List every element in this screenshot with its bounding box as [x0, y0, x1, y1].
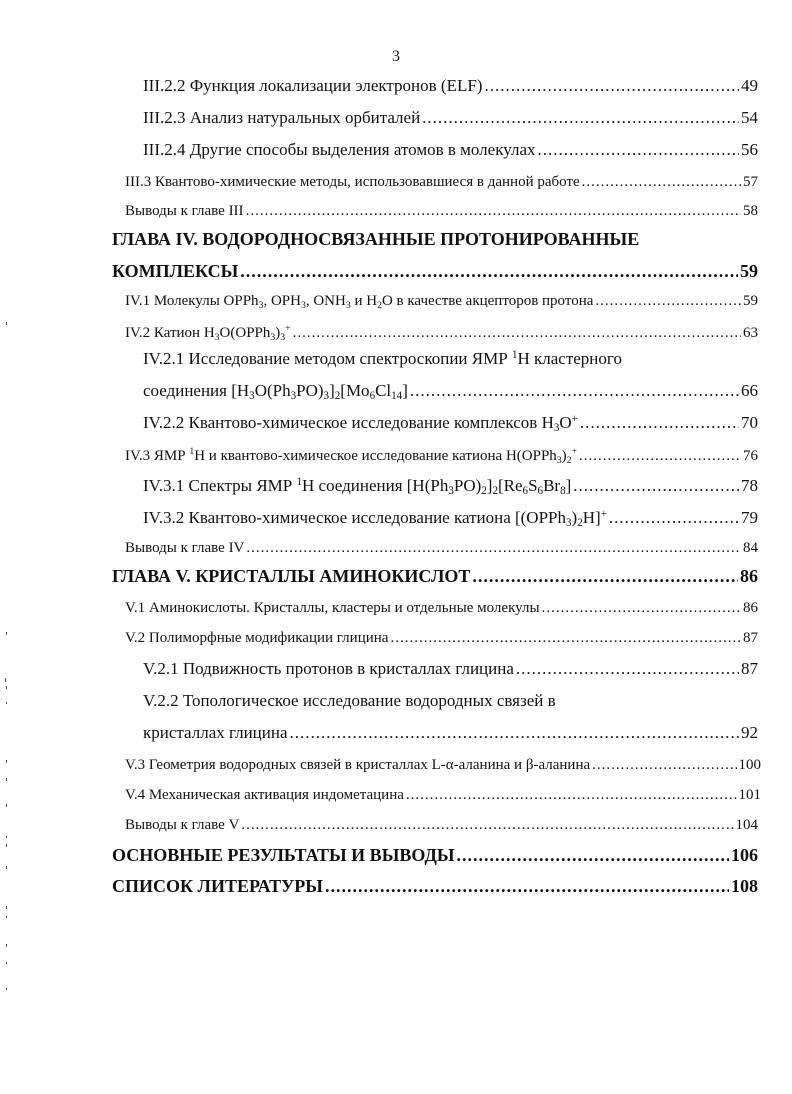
toc-entry-3-3[interactable] — [125, 174, 758, 191]
page-number: 3 — [392, 48, 400, 65]
toc-entry-4-3-2[interactable] — [143, 508, 758, 529]
toc-entry-4-2-1[interactable] — [143, 381, 758, 402]
toc-entry-page: 49 — [741, 76, 758, 95]
toc-entry-references[interactable] — [112, 876, 758, 897]
toc-entry-page: 57 — [743, 174, 758, 190]
toc-entry-title: IV.3.2 Квантово-химическое исследование катиона $[(OPPh_3)_2H]^+$ — [143, 508, 607, 529]
toc-entry-page: 58 — [743, 203, 758, 219]
toc-entry-5-3[interactable] — [125, 757, 761, 774]
toc-entry-title: СПИСОК ЛИТЕРАТУРЫ — [112, 876, 323, 896]
toc-entry-5-1[interactable] — [125, 600, 758, 617]
toc-entry-title: Выводы к главе IV — [125, 540, 245, 556]
toc-entry-3-2-4[interactable] — [143, 140, 758, 160]
toc-entry-page: 70 — [741, 413, 758, 432]
toc-entry-title: IV.1 Молекулы OPPh$_3$, $OPH_3$, $ONH_3$ и $H_2O$ в качестве акцепторов протона — [125, 293, 594, 311]
toc-entry-page: 63 — [743, 325, 758, 341]
toc-entry-3-2-2[interactable] — [143, 76, 758, 96]
toc-entry-title: V.1 Аминокислоты. Кристаллы, кластеры и отдельные молекулы — [125, 600, 540, 616]
toc-entry-page: 56 — [741, 140, 758, 159]
toc-entry-page: 87 — [741, 659, 758, 678]
toc-entry-4-3-1[interactable] — [143, 476, 758, 497]
toc-entry-5-2-2-line1[interactable]: V.2.2 Топологическое исследование водородных связей в — [143, 691, 556, 710]
toc-entry-conclusions-3[interactable] — [125, 203, 758, 220]
toc-entry-page: 92 — [741, 723, 758, 742]
toc-entry-chapter-5[interactable] — [112, 566, 758, 587]
toc-entry-title: ОСНОВНЫЕ РЕЗУЛЬТАТЫ И ВЫВОДЫ — [112, 845, 455, 865]
toc-entry-4-2[interactable] — [125, 323, 758, 343]
toc-entry-title: III.2.2 Функция локализации электронов (ELF) — [143, 76, 483, 95]
toc-entry-4-1[interactable] — [125, 293, 758, 311]
toc-entry-title: III.2.3 Анализ натуральных орбиталей — [143, 108, 421, 127]
toc-entry-page: 106 — [731, 845, 758, 865]
toc-entry-page: 104 — [735, 817, 758, 833]
toc-entry-page: 59 — [740, 261, 758, 281]
toc-entry-5-2-1[interactable] — [143, 659, 758, 679]
toc-entry-page: 76 — [743, 448, 758, 464]
toc-entry-page: 100 — [738, 757, 761, 773]
toc-entry-results[interactable] — [112, 845, 758, 866]
toc-entry-title: ГЛАВА V. КРИСТАЛЛЫ АМИНОКИСЛОТ — [112, 566, 471, 586]
toc-entry-page: 78 — [741, 476, 758, 495]
toc-entry-page: 101 — [738, 787, 761, 803]
toc-entry-title: IV.3 ЯМР $^1$H и квантово-химическое исследование катиона $H(OPPh_3)_2^+$ — [125, 446, 578, 466]
toc-entry-page: 59 — [743, 293, 758, 309]
toc-entry-title: V.4 Механическая активация индометацина — [125, 787, 404, 803]
toc-entry-page: 84 — [743, 540, 758, 556]
toc-entry-4-2-1-line1[interactable]: IV.2.1 Исследование методом спектроскопии ЯМР $^1$H кластерного — [143, 349, 622, 368]
toc-entry-page: 86 — [743, 600, 758, 616]
toc-entry-title: IV.2 Катион $H_3O(OPPh_3)_3^+$ — [125, 323, 291, 343]
toc-entry-conclusions-4[interactable] — [125, 540, 758, 557]
toc-entry-5-2[interactable] — [125, 630, 758, 647]
toc-entry-title: Выводы к главе V — [125, 817, 240, 833]
toc-entry-title: V.3 Геометрия водородных связей в кристаллах L-α-аланина и β-аланина — [125, 757, 591, 773]
toc-entry-3-2-3[interactable] — [143, 108, 758, 128]
toc-entry-title: КОМПЛЕКСЫ — [112, 261, 239, 281]
toc-entry-chapter-4[interactable] — [112, 261, 758, 282]
toc-entry-title: V.2.1 Подвижность протонов в кристаллах глицина — [143, 659, 514, 678]
toc-entry-title: III.2.4 Другие способы выделения атомов в молекулах — [143, 140, 536, 159]
toc-entry-page: 79 — [741, 508, 758, 527]
toc-entry-title: IV.3.1 Спектры ЯМР $^1$H соединения $[H(Ph_3PO)_2]_2[Re_6S_6Br_8]$ — [143, 476, 572, 497]
toc-entry-title: кристаллах глицина — [143, 723, 288, 742]
toc-entry-5-4[interactable] — [125, 787, 761, 804]
toc-entry-5-2-2[interactable] — [143, 723, 758, 743]
toc-entry-conclusions-5[interactable] — [125, 817, 758, 834]
scan-specks — [0, 0, 14, 1094]
toc-entry-title: Выводы к главе III — [125, 203, 244, 219]
toc-entry-title: IV.2.2 Квантово-химическое исследование комплексов $H_3O^+$ — [143, 413, 578, 434]
toc-entry-title: III.3 Квантово-химические методы, использовавшиеся в данной работе — [125, 174, 580, 190]
toc-entry-4-2-2[interactable] — [143, 413, 758, 434]
toc-entry-title: соединения $[H_3O(Ph_3PO)_3]_2[Mo_6Cl_{14}]$ — [143, 381, 408, 402]
toc-entry-page: 86 — [740, 566, 758, 586]
toc-entry-title: V.2 Полиморфные модификации глицина — [125, 630, 389, 646]
chapter-4-title-line1[interactable]: ГЛАВА IV. ВОДОРОДНОСВЯЗАННЫЕ ПРОТОНИРОВАННЫЕ — [112, 229, 640, 249]
toc-entry-page: 87 — [743, 630, 758, 646]
toc-entry-page: 66 — [741, 381, 758, 400]
toc-entry-4-3[interactable] — [125, 446, 758, 466]
toc-entry-page: 54 — [741, 108, 758, 127]
toc-entry-page: 108 — [731, 876, 758, 896]
